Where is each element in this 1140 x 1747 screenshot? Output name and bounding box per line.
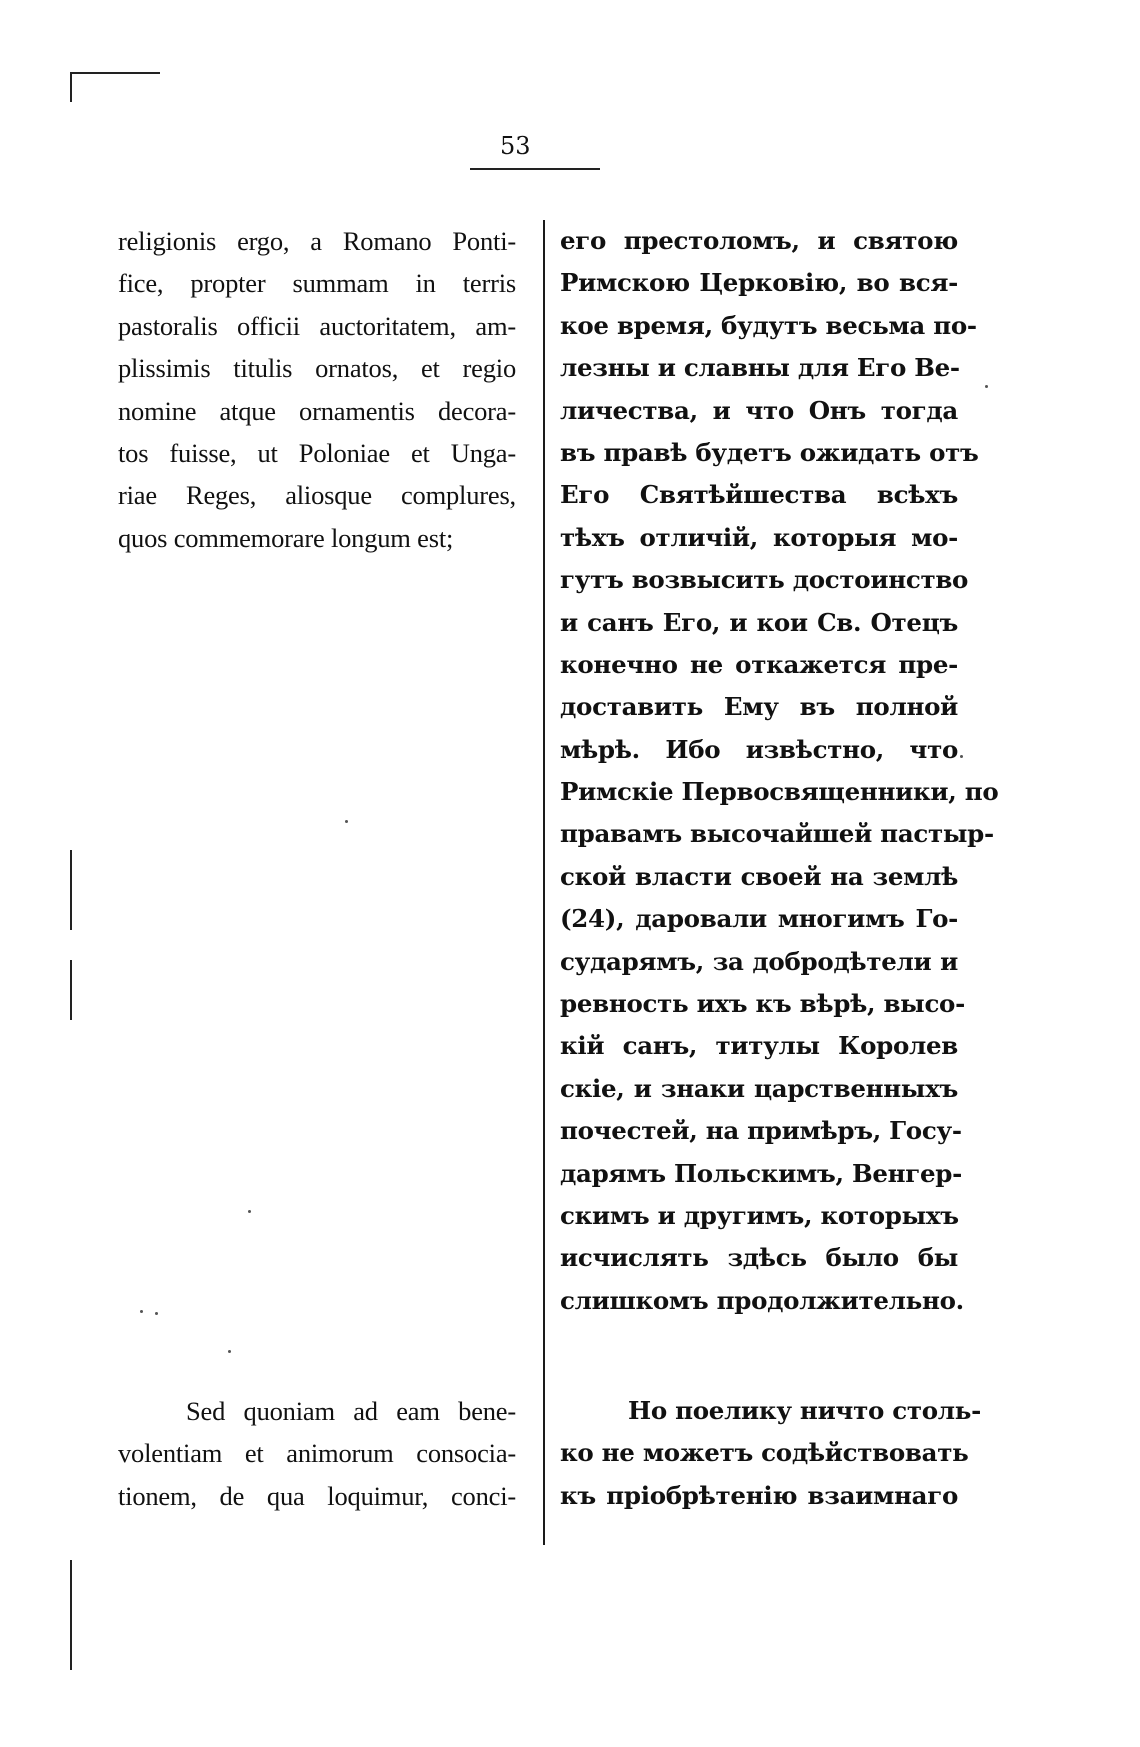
latin-column-paragraph-2 <box>118 1390 516 1517</box>
margin-scan-line <box>70 1560 72 1670</box>
scan-speck <box>985 385 988 388</box>
margin-scan-line <box>70 850 72 930</box>
text-line: сударямъ, за добродѣтели и <box>560 946 958 976</box>
text-line: pastoralis officii auctoritatem, am- <box>118 310 516 341</box>
text-line: religionis ergo, a Romano Ponti- <box>118 226 516 256</box>
scan-corner-mark-vertical <box>70 72 72 102</box>
text-line: Римскою Церковію, во вся- <box>560 268 958 298</box>
text-line: riae Reges, aliosque complures, <box>118 480 516 511</box>
text-line: Но поелику ничто столь- <box>628 1396 981 1425</box>
page-number: 53 <box>500 132 531 160</box>
text-line: volentiam et animorum consocia- <box>118 1438 516 1469</box>
text-line: nomine atque ornamentis decora- <box>118 395 516 426</box>
text-line: конечно не откажется пре- <box>560 649 958 679</box>
text-line: личества, и что Онъ тогда <box>560 395 958 425</box>
text-line: тѣхъ отличій, которыя мо- <box>560 522 958 552</box>
text-line: въ правѣ будетъ ожидать отъ <box>560 437 979 467</box>
scan-speck <box>248 1210 251 1213</box>
text-line: Римскіе Первосвященники, по <box>560 777 999 807</box>
text-line: скимъ и другимъ, которыхъ <box>560 1200 959 1230</box>
text-line: Sed quoniam ad eam bene- <box>186 1396 516 1426</box>
column-divider <box>543 220 545 1545</box>
scan-speck <box>960 755 963 758</box>
text-line: его престоломъ, и святою <box>560 226 958 255</box>
scan-corner-mark <box>70 72 160 74</box>
text-line: fice, propter summam in terris <box>118 268 516 299</box>
text-line: и санъ Его, и кои Св. Отецъ <box>560 607 958 637</box>
text-line: почестей, на примѣръ, Госу- <box>560 1116 962 1146</box>
text-line: къ пріобрѣтенію взаимнаго <box>560 1480 958 1510</box>
cyrillic-column-paragraph-2 <box>560 1390 981 1517</box>
text-line: мѣрѣ. Ибо извѣстно, что <box>560 734 958 764</box>
text-line: лезны и славны для Его Ве- <box>560 353 960 383</box>
text-line: доставить Ему въ полной <box>560 692 958 722</box>
margin-scan-line <box>70 960 72 1020</box>
scan-speck <box>155 1312 158 1315</box>
text-line: (24), даровали многимъ Го- <box>560 904 958 934</box>
text-line: гутъ возвысить достоинство <box>560 565 969 595</box>
text-line: дарямъ Польскимъ, Венгер- <box>560 1158 962 1188</box>
scan-speck <box>140 1310 143 1313</box>
text-line: plissimis titulis ornatos, et regio <box>118 353 516 384</box>
text-line: tos fuisse, ut Poloniae et Unga- <box>118 437 516 468</box>
text-line: Его Святѣйшества всѣхъ <box>560 480 958 510</box>
latin-column-paragraph-1 <box>118 220 516 559</box>
text-line: кій санъ, титулы Королев <box>560 1031 958 1061</box>
text-line: ко не можетъ содѣйствовать <box>560 1438 969 1468</box>
text-line: tionem, de qua loquimur, conci- <box>118 1480 516 1511</box>
cyrillic-column-paragraph-1 <box>560 220 999 1322</box>
scan-speck <box>345 820 348 823</box>
scan-speck <box>228 1350 231 1353</box>
text-line: ревность ихъ къ вѣрѣ, высо- <box>560 989 965 1019</box>
page-number-rule <box>470 168 600 170</box>
text-line: кое время, будутъ весьма по- <box>560 310 977 340</box>
text-line: исчислять здѣсь было бы <box>560 1243 958 1273</box>
text-line: скіе, и знаки царственныхъ <box>560 1073 958 1103</box>
text-line: ской власти своей на землѣ <box>560 861 958 891</box>
text-line: слишкомъ продолжительно. <box>560 1285 964 1315</box>
text-line: quos commemorare longum est; <box>118 522 454 553</box>
text-line: правамъ высочайшей пастыр- <box>560 819 994 849</box>
